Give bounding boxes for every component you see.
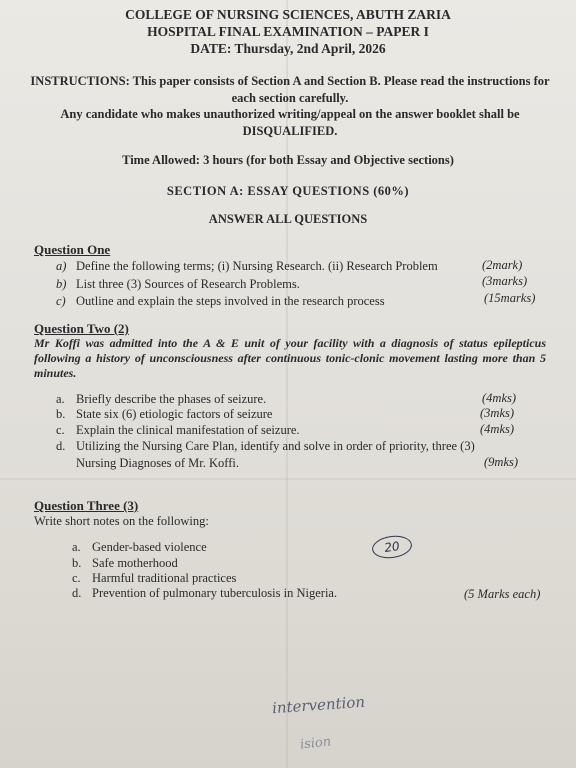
question-two-marks-b: (3mks) xyxy=(480,406,515,420)
question-two-scenario: Mr Koffi was admitted into the A & E unit of your facility with a diagnosis of status epilepticus following a history of unconsciousness after continuous tonic-clonic movement lasting more than 5 minutes. xyxy=(34,336,546,380)
question-one-marks-c: (15marks) xyxy=(484,291,536,305)
handwritten-note-faint: ision xyxy=(299,734,332,753)
question-two-item-b xyxy=(56,406,272,422)
item-label: c. xyxy=(56,423,65,437)
question-two-item-c xyxy=(56,422,300,438)
item-text: Outline and explain the steps involved in the research process xyxy=(76,294,385,308)
item-text: Define the following terms; (i) Nursing Research. (ii) Research Problem xyxy=(76,259,438,273)
question-one-marks-b: (3marks) xyxy=(482,274,528,288)
question-two-marks-d: (9mks) xyxy=(484,455,519,469)
item-text: Briefly describe the phases of seizure. xyxy=(76,392,267,406)
item-label: a) xyxy=(56,259,67,273)
item-text: State six (6) etiologic factors of seizure xyxy=(76,407,273,421)
item-label: b) xyxy=(56,277,67,291)
item-text: Safe motherhood xyxy=(92,556,178,570)
instructions-text: INSTRUCTIONS: This paper consists of Section A and Section B. Please read the instructions for each section carefully. xyxy=(30,74,550,105)
question-two-marks-a: (4mks) xyxy=(482,391,517,405)
question-three-item-c xyxy=(72,570,236,586)
question-two-marks-c: (4mks) xyxy=(480,422,515,436)
disqualification-notice: Any candidate who makes unauthorized writing/appeal on the answer booklet shall be DISQUALIFIED. xyxy=(60,107,520,138)
question-three-item-a xyxy=(72,539,207,555)
exam-date: DATE: Thursday, 2nd April, 2026 xyxy=(190,41,386,56)
college-name: COLLEGE OF NURSING SCIENCES, ABUTH ZARIA xyxy=(125,7,451,22)
item-text: Prevention of pulmonary tuberculosis in Nigeria. xyxy=(92,586,338,600)
question-three-item-d xyxy=(72,585,337,601)
question-three-item-b xyxy=(72,555,178,571)
item-label: b. xyxy=(56,407,66,421)
item-label: b. xyxy=(72,556,82,570)
item-label: a. xyxy=(72,540,81,554)
item-text: List three (3) Sources of Research Problems. xyxy=(76,277,300,291)
item-label: a. xyxy=(56,392,65,406)
item-label: d. xyxy=(72,586,82,600)
handwritten-score-circle: 20 xyxy=(371,533,414,560)
item-label: d. xyxy=(56,439,66,453)
paper-fold-horizontal xyxy=(0,478,576,480)
question-one-item-a xyxy=(56,258,438,274)
item-label: c. xyxy=(72,571,81,585)
question-one-heading: Question One xyxy=(34,242,111,257)
item-label: c) xyxy=(56,294,66,308)
item-text: Explain the clinical manifestation of seizure. xyxy=(76,423,300,437)
answer-all-heading: ANSWER ALL QUESTIONS xyxy=(208,212,368,226)
question-three-heading: Question Three (3) xyxy=(34,498,139,513)
question-two-heading: Question Two (2) xyxy=(34,321,129,336)
question-one-marks-a: (2mark) xyxy=(482,258,523,272)
question-two-item-a xyxy=(56,391,266,407)
question-two-item-d xyxy=(56,438,475,454)
question-one-item-b xyxy=(56,276,300,292)
exam-title: HOSPITAL FINAL EXAMINATION – PAPER I xyxy=(147,24,429,39)
time-allowed: Time Allowed: 3 hours (for both Essay and Objective sections) xyxy=(122,153,454,167)
question-one-item-c xyxy=(56,293,385,309)
handwritten-note: intervention xyxy=(271,692,366,718)
question-two-item-d-continued: Nursing Diagnoses of Mr. Koffi. xyxy=(76,456,239,470)
question-three-marks: (5 Marks each) xyxy=(464,587,541,601)
question-three-intro: Write short notes on the following: xyxy=(34,514,209,528)
item-text: Gender-based violence xyxy=(92,540,207,554)
item-text: Utilizing the Nursing Care Plan, identify and solve in order of priority, three (3) xyxy=(76,439,475,453)
section-a-heading: SECTION A: ESSAY QUESTIONS (60%) xyxy=(166,184,410,198)
item-text: Harmful traditional practices xyxy=(92,571,237,585)
